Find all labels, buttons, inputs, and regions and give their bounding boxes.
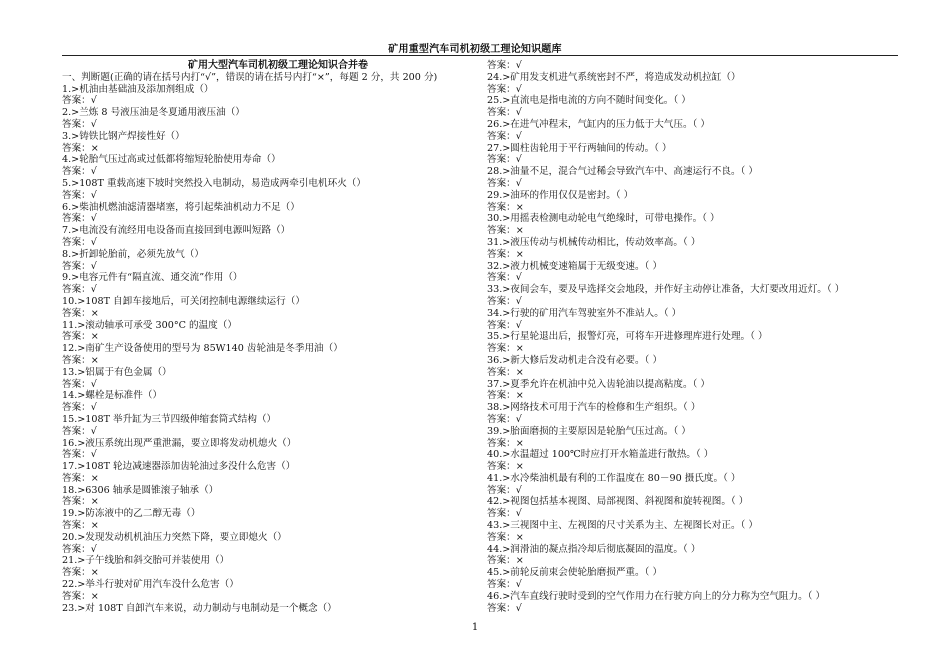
answer-line: 答案：√ (487, 508, 522, 520)
answer-line: 答案：× (62, 142, 99, 154)
answer-line: 答案：√ (487, 579, 522, 591)
question-line: 18.>6306 轴承是圆锥滚子轴承（） (62, 484, 219, 496)
question-line: 37.>夏季允许在机油中兑入齿轮油以提高粘度。（ ） (487, 378, 711, 390)
question-line: 43.>三视图中主、左视图的尺寸关系为主、左视图长对正。（ ） (487, 520, 758, 532)
question-line: 39.>胎面磨损的主要原因是轮胎气压过高。（ ） (487, 425, 691, 437)
answer-line: 答案：√ (62, 284, 97, 296)
question-line: 17.>108T 轮边减速器添加齿轮油过多没什么危害（） (62, 461, 296, 473)
question-line: 12.>南矿生产设备使用的型号为 85W140 齿轮油是冬季用油（） (62, 343, 343, 355)
question-line: 9.>电容元件有“隔直流、通交流”作用（） (62, 272, 243, 284)
question-line: 4.>轮胎气压过高或过低都将缩短轮胎使用寿命（） (62, 154, 281, 166)
answer-line: 答案：× (62, 472, 99, 484)
answer-line: 答案：√ (62, 236, 97, 248)
answer-line: 答案：× (62, 496, 99, 508)
question-line: 11.>滚动轴承可承受 300°C 的温度（） (62, 319, 237, 331)
question-line: 33.>夜间会车，要及早选择交会地段，并作好主动停让准备，大灯要改用近灯。（ ） (487, 284, 845, 296)
question-line: 23.>对 108T 自卸汽车来说，动力制动与电制动是一个概念（） (62, 602, 337, 614)
question-line: 14.>螺栓是标准件（） (62, 390, 163, 402)
answer-line: 答案：√ (487, 107, 522, 119)
question-line: 2.>兰炼 8 号液压油是冬夏通用液压油（） (62, 107, 245, 119)
question-line: 34.>行驶的矿用汽车驾驶室外不准站人。（ ） (487, 307, 682, 319)
answer-line: 答案：√ (62, 425, 97, 437)
answer-line: 答案：× (487, 461, 524, 473)
answer-line: 答案：√ (62, 118, 97, 130)
answer-line: 答案：√ (487, 154, 522, 166)
question-line: 41.>水冷柴油机最有利的工作温度在 80－90 摄氏度。（ ） (487, 472, 741, 484)
answer-line: 答案：√ (62, 260, 97, 272)
question-line: 19.>防冻液中的乙二醇无毒（） (62, 508, 201, 520)
question-line: 38.>网络技术可用于汽车的检修和生产组织。（ ） (487, 402, 701, 414)
question-line: 13.>铝属于有色金属（） (62, 366, 172, 378)
question-line: 20.>发现发动机机油压力突然下降，要立即熄火（） (62, 531, 287, 543)
question-line: 35.>行星轮退出后，报警灯亮，可将车开进修理库进行处理。（ ） (487, 331, 768, 343)
answer-line: 答案：√ (487, 130, 522, 142)
answer-line: 答案：× (62, 307, 99, 319)
exam-title: 矿用大型汽车司机初级工理论知识合并卷 (188, 60, 368, 71)
answer-line: 答案：× (487, 248, 524, 260)
right-column (487, 60, 897, 614)
answer-line: 答案：√ (487, 413, 522, 425)
question-line: 40.>水温超过 100℃时应打开水箱盖进行散热。（ ） (487, 449, 714, 461)
answer-line: 答案：× (62, 331, 99, 343)
question-line: 8.>折卸轮胎前，必须先放气（） (62, 248, 204, 260)
answer-line: 答案：× (487, 437, 524, 449)
answer-line: 答案：× (487, 366, 524, 378)
question-line: 7.>电流没有流经用电设备而直接回到电源叫短路（） (62, 225, 291, 237)
answer-line: 答案：√ (62, 543, 97, 555)
question-line: 28.>油量不足，混合气过稀会导致汽车中、高速运行不良。（ ） (487, 166, 758, 178)
answer-line: 答案：√ (62, 189, 97, 201)
left-column (62, 60, 474, 614)
page-number: 1 (471, 622, 479, 633)
question-line: 45.>前轮反前束会使轮胎磨损严重。（ ） (487, 567, 663, 579)
question-line: 16.>液压系统出现严重泄漏，要立即将发动机熄火（） (62, 437, 297, 449)
answer-line: 答案：√ (487, 295, 522, 307)
answer-line: 答案：√ (62, 449, 97, 461)
question-line: 36.>新大修后发动机走合没有必要。（ ） (487, 354, 663, 366)
question-line: 29.>油环的作用仅仅是密封。（ ） (487, 189, 634, 201)
answer-line: 答案：× (487, 555, 524, 567)
question-line: 15.>108T 举升缸为三节四级伸缩套筒式结构（） (62, 413, 277, 425)
answer-line: 答案：× (62, 590, 99, 602)
answer-line: 答案：× (487, 201, 524, 213)
answer-line: 答案：× (487, 531, 524, 543)
answer-line: 答案：√ (487, 272, 522, 284)
question-line: 24.>矿用发支机进气系统密封不严，将造成发动机拉缸（） (487, 71, 741, 83)
answer-line: 答案：× (62, 520, 99, 532)
question-line: 25.>直流电是指电流的方向不随时间变化。（ ） (487, 95, 691, 107)
question-line: 27.>圆柱齿轮用于平行两轴间的传动。（ ） (487, 142, 672, 154)
answer-line: 答案：× (62, 354, 99, 366)
question-line: 一、判断题(正确的请在括号内打“√”，错误的请在括号内打“×”，每题 2 分，共 200 分) (62, 71, 438, 83)
answer-line: 答案：× (487, 343, 524, 355)
page-header-title: 矿用重型汽车司机初级工理论知识题库 (388, 44, 562, 55)
question-line: 44.>润滑油的凝点指冷却后彻底凝固的温度。（ ） (487, 543, 701, 555)
question-line: 3.>铸铁比钢产焊接性好（） (62, 130, 185, 142)
answer-line: 答案：× (62, 567, 99, 579)
answer-line: 答案：√ (62, 213, 97, 225)
question-line: 32.>液力机械变速箱属于无级变速。（ ） (487, 260, 663, 272)
answer-line: 答案：√ (487, 60, 522, 71)
question-line: 30.>用摇表检测电动轮电气绝缘时，可带电操作。（ ） (487, 213, 720, 225)
answer-line: 答案：√ (62, 166, 97, 178)
answer-line: 答案：√ (487, 602, 522, 614)
answer-line: 答案：× (487, 390, 524, 402)
question-line: 6.>柴油机燃油滤清器堵塞，将引起柴油机动力不足（） (62, 201, 300, 213)
answer-line: 答案：√ (487, 177, 522, 189)
answer-line: 答案：√ (62, 402, 97, 414)
answer-line: 答案：√ (487, 484, 522, 496)
answer-line: 答案：√ (487, 319, 522, 331)
question-line: 22.>举斗行驶对矿用汽车没什么危害（） (62, 579, 239, 591)
answer-line: 答案：× (487, 225, 524, 237)
question-line: 5.>108T 重载高速下坡时突然投入电制动，易造成两牵引电机环火（） (62, 177, 366, 189)
question-line: 10.>108T 自卸车接地后，可关闭控制电源继续运行（） (62, 295, 305, 307)
answer-line: 答案：√ (62, 378, 97, 390)
question-line: 26.>在进气冲程末，气缸内的压力低于大气压。（ ） (487, 118, 711, 130)
answer-line: 答案：√ (62, 95, 97, 107)
answer-line: 答案：√ (487, 83, 522, 95)
question-line: 1.>机油由基础油及添加剂组成（） (62, 83, 214, 95)
question-line: 21.>子午线胎和斜交胎可并装使用（） (62, 555, 230, 567)
question-line: 42.>视图包括基本视图、局部视图、斜视图和旋转视图。（ ） (487, 496, 749, 508)
header-divider (62, 55, 898, 56)
question-line: 46.>汽车直线行驶时受到的空气作用力在行驶方向上的分力称为空气阻力。（ ） (487, 590, 826, 602)
question-line: 31.>液压传动与机械传动相比，传动效率高。（ ） (487, 236, 701, 248)
